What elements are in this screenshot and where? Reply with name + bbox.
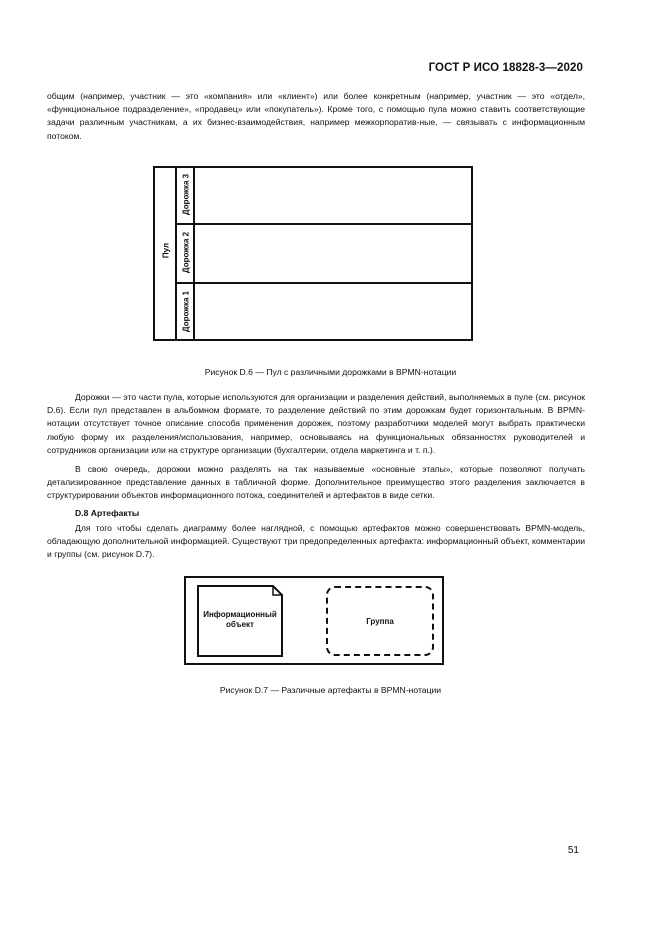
group-artifact — [326, 586, 434, 656]
data-object-label-line1: Информационный — [203, 610, 277, 619]
intro-paragraph: общим (например, участник — это «компания» или «клиент») или более конкретным (например, участник — это «отдел», «функциональное подразделение», «продавец» или «покупатель»). Кроме того, с помощью пула можно ставить соответствующие задачи различным участникам, а их бизнес-взаимодействия, например межкорпоратив-ные, — связывать с информационным потоком. — [47, 91, 585, 141]
artifacts-diagram — [184, 576, 444, 665]
document-header: ГОСТ Р ИСО 18828-3—2020 — [428, 62, 583, 74]
figure-d6-caption: Рисунок D.6 — Пул с различными дорожками в BPMN-нотации — [204, 367, 457, 377]
pool-diagram — [153, 166, 473, 341]
lane-separator — [177, 223, 471, 225]
lane-label-3: Дорожка 3 — [181, 173, 191, 216]
body-paragraph-1: Дорожки — это части пула, которые используются для организации и разделения действий, выполняемых в пуле (см. рисунок D.6). Если пул представлен в альбомном формате, то разделение действий по этим дорожкам будет горизонтальным. В BPMN-нотации отсутствует точное описание способа применения дорожек, поэтому разработчики моделей могут выбрать практически любую форму их разделения/использования, например, основываясь на функциональных обязанностях руководителей и сотрудников организации или на структуре организации (бухгалтерии, отдела маркетинга и т. п.). — [47, 392, 585, 455]
group-label: Группа — [366, 617, 394, 626]
lane-label-column — [177, 168, 195, 339]
pool-label: Пул — [161, 242, 171, 259]
section-d8-title: D.8 Артефакты — [75, 508, 140, 518]
body-paragraph-2: В свою очередь, дорожки можно разделять на так называемые «основные этапы», которые позволяют получать детализированное представление данных в табличной форме. Дополнительное преимущество этого разделения заключается в структурировании объектов информационного потока, соединителей и артефактов в виде сетки. — [47, 464, 585, 501]
figure-d7-caption: Рисунок D.7 — Различные артефакты в BPMN-нотации — [219, 685, 442, 695]
pool-label-column — [155, 168, 177, 339]
data-object-label-line2: объект — [226, 620, 254, 629]
lane-separator — [177, 282, 471, 284]
section-d8-paragraph: Для того чтобы сделать диаграмму более наглядной, с помощью артефактов можно совершенствовать BPMN-модель, обладающую дополнительной информацией. Существуют три предопределенных артефакта: информационный объект, комментарии и группы (см. рисунок D.7). — [47, 523, 585, 560]
page-number: 51 — [567, 845, 579, 856]
data-object-label — [197, 610, 283, 630]
lane-label-2: Дорожка 2 — [181, 231, 191, 274]
lane-label-1: Дорожка 1 — [181, 290, 191, 333]
